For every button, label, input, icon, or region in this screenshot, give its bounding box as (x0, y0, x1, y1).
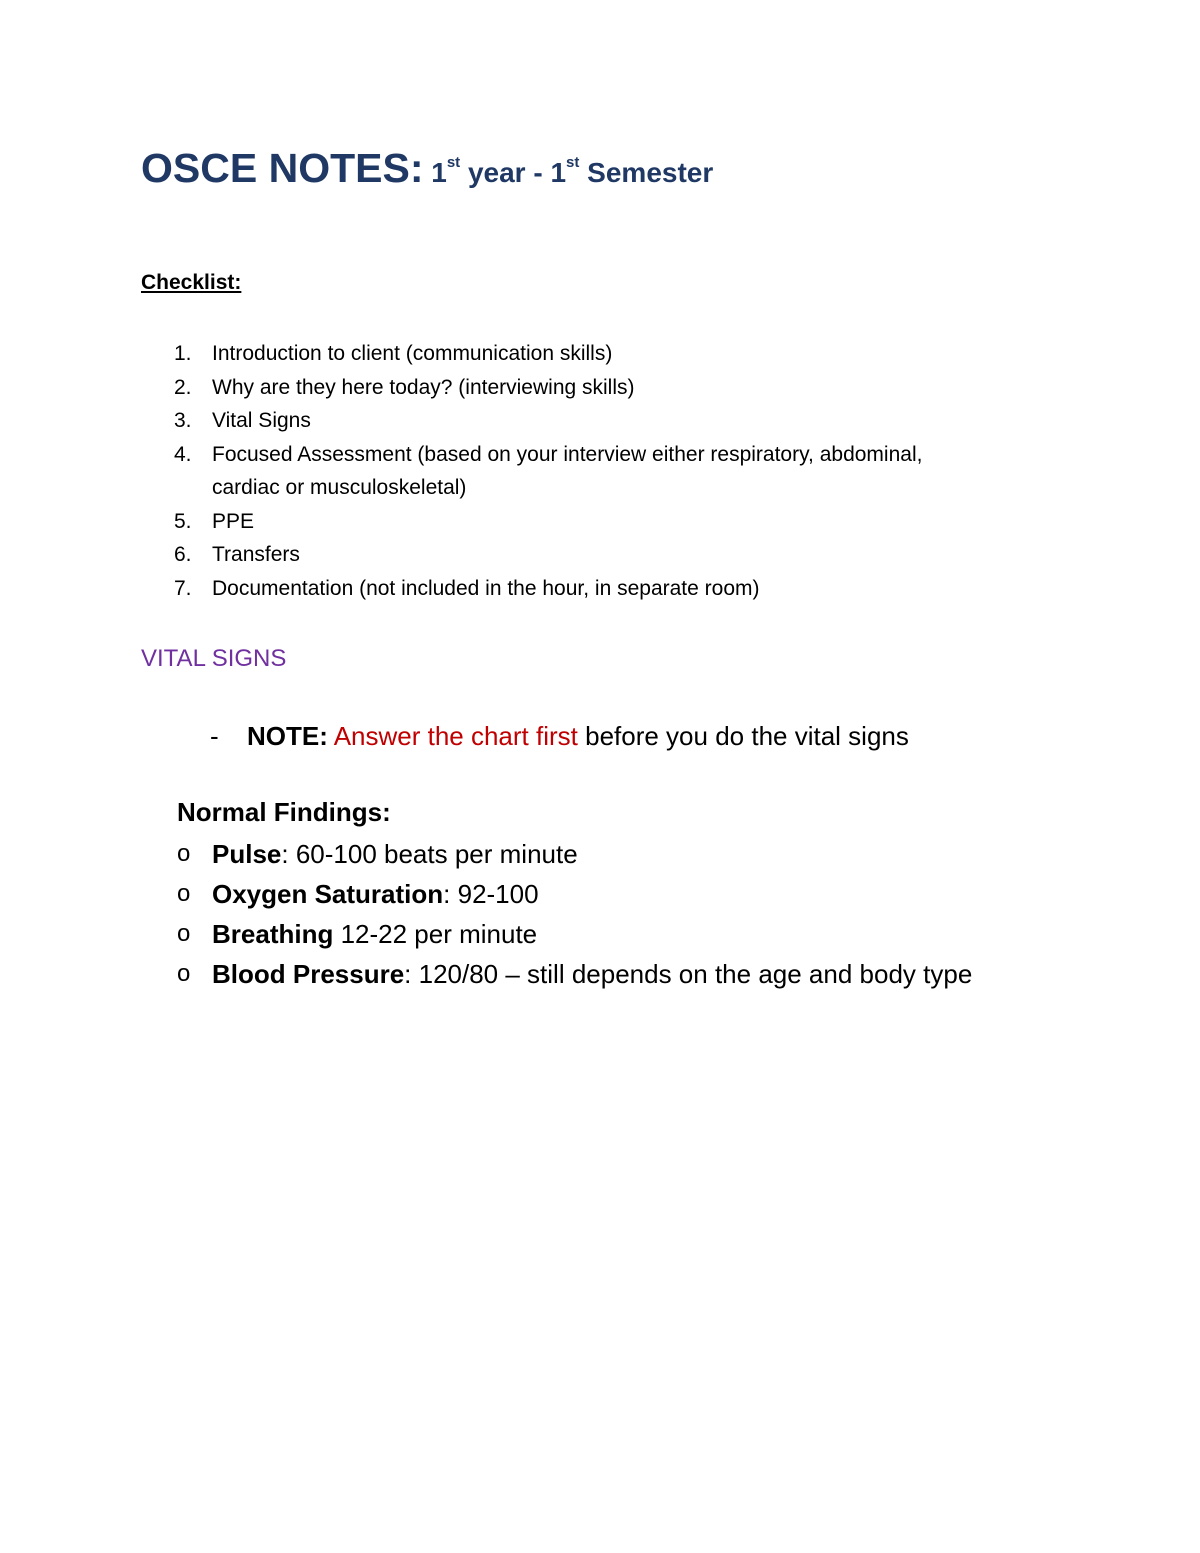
checklist-item-number: 6. (174, 543, 192, 566)
title-year-number: 1 (431, 157, 447, 188)
checklist-item-number: 3. (174, 409, 192, 432)
finding-value: : 60-100 beats per minute (281, 839, 578, 869)
bullet-icon: o (177, 840, 191, 867)
bullet-icon: o (177, 920, 191, 947)
checklist-item-text: PPE (212, 509, 255, 533)
checklist-item (141, 438, 972, 505)
vital-signs-heading: VITAL SIGNS (141, 645, 287, 672)
finding-item (177, 874, 972, 914)
title-semester-superscript: st (566, 154, 580, 171)
title-year-text: year - (460, 157, 551, 188)
checklist-item-text: Vital Signs (212, 409, 311, 432)
bullet-icon: o (177, 880, 191, 907)
finding-label: Breathing (212, 919, 334, 949)
checklist-item (141, 538, 972, 572)
normal-findings-heading: Normal Findings: (177, 797, 391, 827)
note-highlight: Answer the chart first (333, 721, 578, 751)
title-subtitle (423, 154, 714, 188)
finding-label: Pulse (212, 839, 282, 869)
title-main: OSCE NOTES: (141, 145, 424, 191)
finding-value: 12-22 per minute (333, 919, 538, 949)
note-dash: - (210, 721, 219, 751)
finding-value: : 120/80 – still depends on the age and body type (404, 959, 973, 989)
checklist-item-number: 2. (174, 375, 192, 399)
checklist-item (141, 572, 972, 606)
finding-label: Oxygen Saturation (212, 879, 444, 909)
finding-item (177, 954, 972, 994)
checklist-item-text: Documentation (not included in the hour, in separate room) (212, 576, 760, 600)
normal-findings-list (177, 834, 972, 994)
checklist-item (141, 371, 972, 405)
finding-label: Blood Pressure (212, 959, 405, 989)
page-title (141, 145, 714, 191)
note-label: NOTE: (247, 721, 328, 751)
checklist-item-text: Focused Assessment (based on your interview either respiratory, abdominal, cardiac or musculoskeletal) (212, 442, 923, 499)
finding-item (177, 834, 972, 874)
checklist-item-text: Why are they here today? (interviewing skills) (212, 375, 635, 399)
vital-signs-note (210, 721, 909, 752)
checklist-item-number: 5. (174, 509, 192, 533)
checklist-item (141, 505, 972, 539)
finding-item (177, 914, 972, 954)
checklist-item (141, 404, 972, 438)
title-year-superscript: st (446, 154, 461, 171)
checklist-item-text: Introduction to client (communication skills) (212, 342, 613, 365)
checklist-item-number: 7. (174, 576, 192, 600)
checklist-heading: Checklist: (141, 271, 242, 294)
title-semester-text: Semester (579, 157, 714, 188)
note-rest: before you do the vital signs (577, 721, 909, 751)
bullet-icon: o (177, 960, 191, 987)
checklist-item (141, 337, 972, 371)
checklist-item-text: Transfers (212, 543, 300, 566)
checklist (141, 337, 972, 605)
finding-value: : 92-100 (443, 879, 539, 909)
title-semester-number: 1 (550, 157, 567, 188)
checklist-item-number: 1. (174, 342, 192, 365)
checklist-item-number: 4. (174, 442, 192, 466)
